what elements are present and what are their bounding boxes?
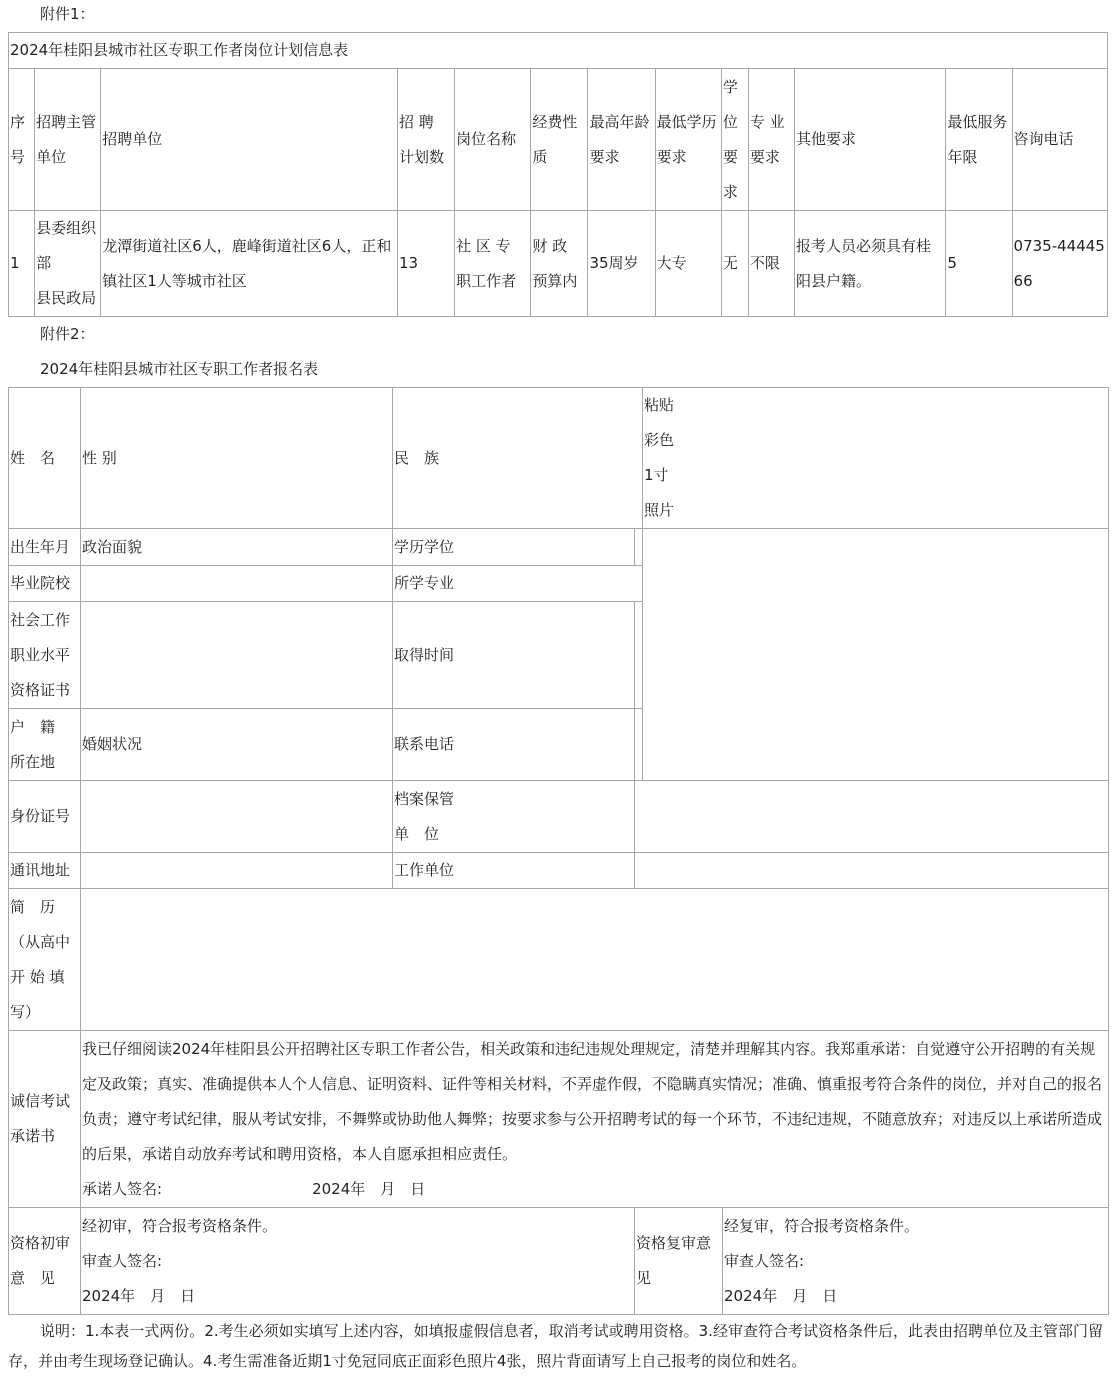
photo-line-3: 1寸 [644,466,669,484]
attachment1-label: 附件1： [40,5,95,23]
header-seq: 序号 [9,69,35,211]
header-other: 其他要求 [794,69,945,211]
row-dept-line1: 县委组织部 [36,219,97,272]
row-degree: 无 [721,211,748,317]
label-political: 政治面貌 [81,529,393,566]
header-service: 最低服务年限 [946,69,1012,211]
row-unit: 龙潭街道社区6人，鹿峰街道社区6人，正和镇社区1人等城市社区 [101,211,398,317]
photo-line-4: 照片 [644,501,675,519]
header-position: 岗位名称 [455,69,531,211]
final-review-cell [723,1208,1109,1315]
certificate-value[interactable] [81,602,393,709]
label-birth: 出生年月 [9,529,81,566]
resume-value[interactable] [81,889,1109,1031]
row-position: 社 区 专 职工作者 [455,211,531,317]
label-hukou: 户 籍 所在地 [9,709,81,781]
pledge-text: 我已仔细阅读2024年桂阳县公开招聘社区专职工作者公告，相关政策和违纪违规处理规定，清楚并理解其内容。我郑重承诺：自觉遵守公开招聘的有关规定及政策；真实、准确提供本人个人信息、证明资料、证件等相关材料，不弄虚作假，不隐瞒真实情况；准确、慎重报考符合条件的岗位，并对自己的报名负责；遵守考试纪律，服从考试安排，不舞弊或协助他人舞弊；按要求参与公开招聘考试的每一个环节，不违纪违规，不随意放弃；对违反以上承诺所造成的后果，承诺自动放弃考试和聘用资格，本人自愿承担相应责任。 [82,1039,1103,1163]
row-plan: 13 [398,211,455,317]
header-phone: 咨询电话 [1012,69,1107,211]
photo-line-1: 粘贴 [644,396,675,414]
address-value[interactable] [81,853,393,889]
application-form-table [8,387,1109,1315]
initial-review-text: 经初审，符合报考资格条件。 [82,1216,278,1235]
header-age: 最高年龄要求 [588,69,655,211]
label-archive-line2: 单 位 [394,824,440,843]
label-address: 通讯地址 [9,853,81,889]
header-unit: 招聘单位 [101,69,398,211]
label-archive-line1: 档案保管 [394,789,455,808]
obtain-time-value[interactable] [635,602,643,709]
row-edu: 大专 [655,211,721,317]
position-plan-table [8,32,1108,317]
label-archive [393,781,635,853]
education-value[interactable] [635,529,643,566]
row-funding: 财 政 预算内 [531,211,588,317]
label-pledge: 诚信考试承诺书 [9,1031,81,1208]
id-number-value[interactable] [81,781,393,853]
label-contact: 联系电话 [393,709,635,781]
pledge-cell [81,1031,1109,1208]
label-education: 学历学位 [393,529,635,566]
initial-review-date: 2024年 月 日 [82,1286,196,1305]
label-initial-review: 资格初审意 见 [9,1208,81,1315]
label-gender: 性 别 [81,388,393,529]
photo-line-2: 彩色 [644,431,675,449]
label-marital: 婚姻状况 [81,709,393,781]
pledge-sign-label: 承诺人签名: [82,1179,163,1198]
photo-side-blank [643,529,1109,781]
archive-value[interactable] [635,781,1109,853]
label-obtain-time: 取得时间 [393,602,635,709]
row-dept [35,211,101,317]
header-plan: 招 聘 计划数 [398,69,455,211]
row-other: 报考人员必须具有桂阳县户籍。 [794,211,945,317]
initial-review-sign: 审查人签名: [82,1251,163,1270]
row-phone: 0735-4444566 [1012,211,1107,317]
plan-table-title: 2024年桂阳县城市社区专职工作者岗位计划信息表 [9,33,1108,69]
row-age: 35周岁 [588,211,655,317]
row-service: 5 [946,211,1012,317]
attachment2-label: 附件2： [40,325,95,343]
header-degree: 学位要求 [721,69,748,211]
label-resume: 简 历 （从高中开 始 填写） [9,889,81,1031]
final-review-text: 经复审，符合报考资格条件。 [724,1216,920,1235]
label-id-number: 身份证号 [9,781,81,853]
final-review-date: 2024年 月 日 [724,1286,838,1305]
header-dept: 招聘主管单位 [35,69,101,211]
pledge-date: 2024年 月 日 [312,1179,426,1198]
contact-value[interactable] [635,709,643,781]
label-final-review: 资格复审意见 [635,1208,723,1315]
label-name: 姓 名 [9,388,81,529]
row-major: 不限 [748,211,794,317]
header-major: 专 业要求 [748,69,794,211]
initial-review-cell [81,1208,635,1315]
label-major: 所学专业 [393,566,643,602]
row-dept-line2: 县民政局 [36,289,97,307]
final-review-sign: 审查人签名: [724,1251,805,1270]
photo-area [643,388,1109,529]
header-edu: 最低学历要求 [655,69,721,211]
label-certificate: 社会工作职业水平资格证书 [9,602,81,709]
workplace-value[interactable] [635,853,1109,889]
header-funding: 经费性质 [531,69,588,211]
pledge-signature-line [82,1172,1107,1207]
label-ethnicity: 民 族 [393,388,643,529]
application-form-title: 2024年桂阳县城市社区专职工作者报名表 [40,360,319,378]
label-workplace: 工作单位 [393,853,635,889]
notes: 说明：1.本表一式两份。2.考生必须如实填写上述内容，如填报虚假信息者，取消考试或聘用资格。3.经审查符合考试资格条件后，此表由招聘单位及主管部门留存，并由考生现场登记确认。4.考生需准备近期1寸免冠同底正面彩色照片4张，照片背面请写上自己报考的岗位和姓名。 [8,1322,1103,1370]
label-school: 毕业院校 [9,566,81,602]
row-seq: 1 [9,211,35,317]
school-value[interactable] [81,566,393,602]
